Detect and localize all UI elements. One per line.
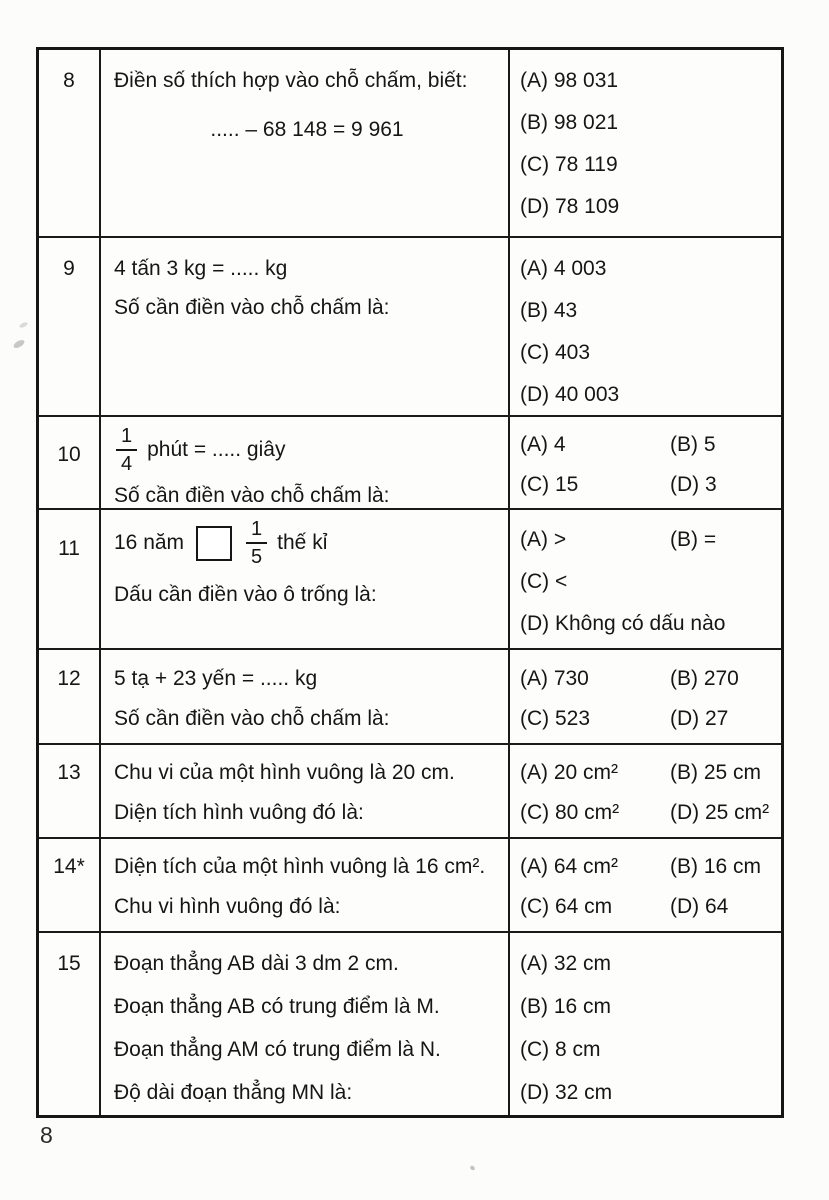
question-line: Số cần điền vào chỗ chấm là: [114, 296, 390, 319]
option-d: (D) 27 [670, 707, 729, 730]
question-line: Đoạn thẳng AM có trung điểm là N. [114, 1038, 441, 1061]
fraction-numerator: 1 [246, 517, 267, 544]
option-d: (D) 25 cm² [670, 801, 770, 824]
question-line: Dấu cần điền vào ô trống là: [114, 583, 377, 606]
options-cell [510, 839, 781, 931]
question-number: 8 [39, 50, 101, 236]
question-row-15 [39, 931, 781, 1115]
option-c: (C) 403 [520, 341, 591, 364]
question-row-10 [39, 415, 781, 508]
option-a: (A) 4 003 [520, 257, 607, 280]
question-number: 10 [39, 417, 101, 518]
options-cell [510, 238, 781, 417]
option-d: (D) 64 [670, 895, 729, 918]
fraction-denominator: 4 [121, 453, 133, 475]
question-row-14 [39, 837, 781, 931]
options-cell [510, 50, 781, 236]
fraction [246, 517, 267, 569]
option-c: (C) 523 [520, 707, 591, 730]
question-line: Số cần điền vào chỗ chấm là: [114, 707, 390, 730]
options-cell [510, 510, 781, 648]
page-number: 8 [40, 1122, 53, 1148]
option-b: (B) 98 021 [520, 111, 619, 134]
question-line [114, 517, 500, 569]
fraction [116, 424, 137, 476]
option-b: (B) 270 [670, 667, 739, 690]
question-text: phút = ..... giây [147, 438, 286, 461]
question-row-11 [39, 508, 781, 648]
option-c: (C) 80 cm² [520, 801, 620, 824]
question-number: 14* [39, 839, 101, 931]
question-equation: ..... – 68 148 = 9 961 [210, 118, 404, 141]
question-row-12 [39, 648, 781, 743]
option-c: (C) 8 cm [520, 1038, 601, 1061]
option-a: (A) 64 cm² [520, 855, 619, 878]
option-c: (C) 15 [520, 473, 579, 496]
option-c: (C) 64 cm [520, 895, 613, 918]
question-line: 4 tấn 3 kg = ..... kg [114, 257, 288, 280]
question-text-cell [101, 50, 510, 236]
question-text-cell [101, 417, 510, 518]
option-b: (B) 5 [670, 433, 716, 456]
option-b: (B) 25 cm [670, 761, 762, 784]
option-a: (A) 98 031 [520, 69, 619, 92]
scan-smudge [19, 321, 29, 328]
question-line: Diện tích của một hình vuông là 16 cm². [114, 855, 486, 878]
option-c: (C) 78 119 [520, 153, 618, 176]
question-line: Đoạn thẳng AB dài 3 dm 2 cm. [114, 952, 399, 975]
option-d: (D) 32 cm [520, 1081, 613, 1104]
question-text-cell [101, 650, 510, 743]
question-line: Số cần điền vào chỗ chấm là: [114, 484, 390, 507]
scan-smudge [469, 1165, 475, 1171]
empty-box [196, 526, 232, 561]
question-line: Chu vi của một hình vuông là 20 cm. [114, 761, 455, 784]
question-text-cell [101, 839, 510, 931]
question-line: 5 tạ + 23 yến = ..... kg [114, 667, 318, 690]
fraction-denominator: 5 [251, 546, 263, 568]
question-text: 16 năm [114, 531, 185, 554]
option-a: (A) 730 [520, 667, 589, 690]
option-d: (D) Không có dấu nào [520, 612, 726, 635]
option-a: (A) > [520, 528, 567, 551]
options-cell [510, 745, 781, 837]
option-d: (D) 40 003 [520, 383, 620, 406]
question-text-cell [101, 238, 510, 417]
option-c: (C) < [520, 570, 568, 593]
question-line [114, 424, 500, 476]
question-text-cell [101, 510, 510, 648]
question-number: 13 [39, 745, 101, 837]
option-b: (B) 43 [520, 299, 578, 322]
option-d: (D) 3 [670, 473, 717, 496]
question-text: thế kỉ [277, 531, 328, 554]
option-b: (B) 16 cm [670, 855, 762, 878]
option-a: (A) 20 cm² [520, 761, 619, 784]
question-number: 15 [39, 933, 101, 1115]
question-line: Chu vi hình vuông đó là: [114, 895, 341, 918]
option-b: (B) 16 cm [520, 995, 612, 1018]
question-line: Diện tích hình vuông đó là: [114, 801, 364, 824]
question-line: Đoạn thẳng AB có trung điểm là M. [114, 995, 440, 1018]
question-number: 11 [39, 510, 101, 648]
question-row-9 [39, 236, 781, 415]
option-a: (A) 4 [520, 433, 566, 456]
options-cell [510, 417, 781, 518]
options-cell [510, 933, 781, 1115]
question-row-13 [39, 743, 781, 837]
scan-smudge [12, 338, 25, 349]
question-number: 12 [39, 650, 101, 743]
options-cell [510, 650, 781, 743]
question-row-8 [39, 50, 781, 236]
question-table [36, 47, 784, 1118]
question-line: Độ dài đoạn thẳng MN là: [114, 1081, 353, 1104]
question-number: 9 [39, 238, 101, 417]
question-line: Điền số thích hợp vào chỗ chấm, biết: [114, 69, 468, 92]
option-a: (A) 32 cm [520, 952, 612, 975]
question-text-cell [101, 745, 510, 837]
option-d: (D) 78 109 [520, 195, 620, 218]
option-b: (B) = [670, 528, 717, 551]
question-text-cell [101, 933, 510, 1115]
fraction-numerator: 1 [116, 424, 137, 451]
